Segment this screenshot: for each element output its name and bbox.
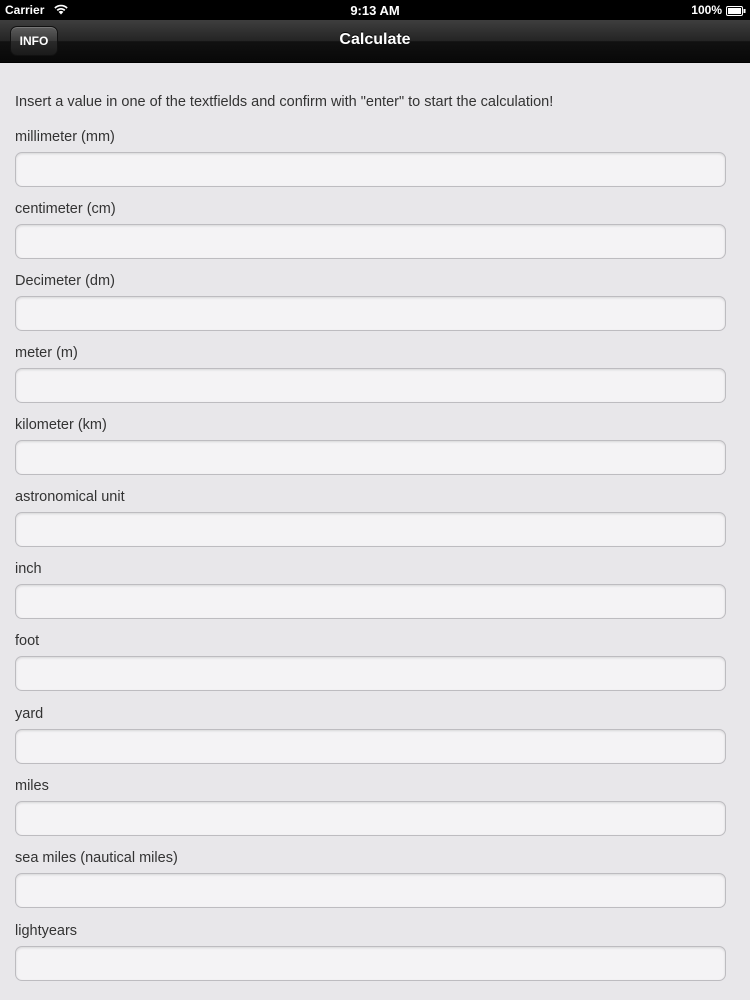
astronomical-unit-input[interactable] [15, 512, 726, 547]
inch-input[interactable] [15, 584, 726, 619]
field-label: Decimeter (dm) [15, 273, 115, 289]
instructions-text: Insert a value in one of the textfields and confirm with "enter" to start the calculation! [15, 94, 554, 110]
field-label: foot [15, 633, 40, 649]
field-astronomical-unit [15, 488, 726, 547]
foot-input[interactable] [15, 656, 726, 691]
field-label: sea miles (nautical miles) [15, 850, 178, 866]
info-button[interactable]: INFO [10, 26, 58, 56]
field-millimeter [15, 128, 726, 187]
miles-input[interactable] [15, 801, 726, 836]
centimeter-input[interactable] [15, 224, 726, 259]
field-label: kilometer (km) [15, 417, 107, 433]
field-sea-miles [15, 849, 726, 908]
yard-input[interactable] [15, 729, 726, 764]
field-lightyears [15, 922, 726, 981]
field-meter [15, 344, 726, 403]
field-label: millimeter (mm) [15, 129, 115, 145]
field-label: yard [15, 706, 44, 722]
field-label: miles [15, 778, 49, 794]
carrier-name: Carrier [5, 3, 45, 17]
lightyears-input[interactable] [15, 946, 726, 981]
navigation-bar [0, 20, 750, 63]
field-decimeter [15, 272, 726, 331]
kilometer-input[interactable] [15, 440, 726, 475]
meter-input[interactable] [15, 368, 726, 403]
field-miles [15, 777, 726, 836]
field-foot [15, 632, 726, 691]
field-label: centimeter (cm) [15, 201, 116, 217]
field-centimeter [15, 200, 726, 259]
field-label: astronomical unit [15, 489, 125, 505]
field-kilometer [15, 416, 726, 475]
sea-miles-input[interactable] [15, 873, 726, 908]
battery-percent: 100% [691, 3, 722, 17]
battery-icon [726, 5, 746, 15]
status-time: 9:13 AM [350, 3, 400, 18]
decimeter-input[interactable] [15, 296, 726, 331]
status-bar [0, 0, 750, 20]
page-title: Calculate [339, 31, 411, 48]
field-label: inch [15, 561, 42, 577]
field-inch [15, 560, 726, 619]
field-yard [15, 705, 726, 764]
millimeter-input[interactable] [15, 152, 726, 187]
field-label: meter (m) [15, 345, 78, 361]
field-label: lightyears [15, 923, 78, 939]
